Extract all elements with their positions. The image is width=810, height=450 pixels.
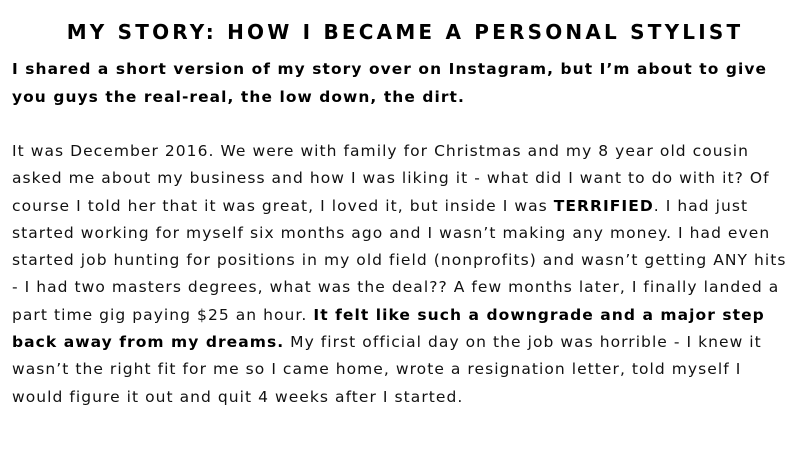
intro-paragraph: I shared a short version of my story over on Instagram, but I’m about to give you guys the real-real, the low down, the dirt. [12,60,768,106]
story-emphasis-terrified: TERRIFIED [553,196,654,215]
story-text-part1: It was December 2016. We were with family for Christmas and my 8 year old cousin asked me about my business and how I was liking it - what did I want to do with it? Of course I told her that it was great, I loved it, but inside I was [12,142,770,215]
article-title: MY STORY: HOW I BECAME A PERSONAL STYLIST [66,20,744,44]
story-emphasis-downgrade: It felt like such a downgrade and a major step back away from my dreams. [12,305,765,352]
story-text-part3: My first official day on the job was horrible - I knew it wasn’t the right fit for me so I came home, wrote a resignation letter, told myself I would figure it out and quit 4 weeks after I started. [12,333,762,406]
story-paragraph [12,138,798,411]
story-text-part2: . I had just started working for myself six months ago and I wasn’t making any money. I had even started job hunting for positions in my old field (nonprofits) and wasn’t getting ANY hits - I had two masters degrees, what was the deal?? A few months later, I finally landed a part time gig paying $25 an hour. [12,196,787,324]
